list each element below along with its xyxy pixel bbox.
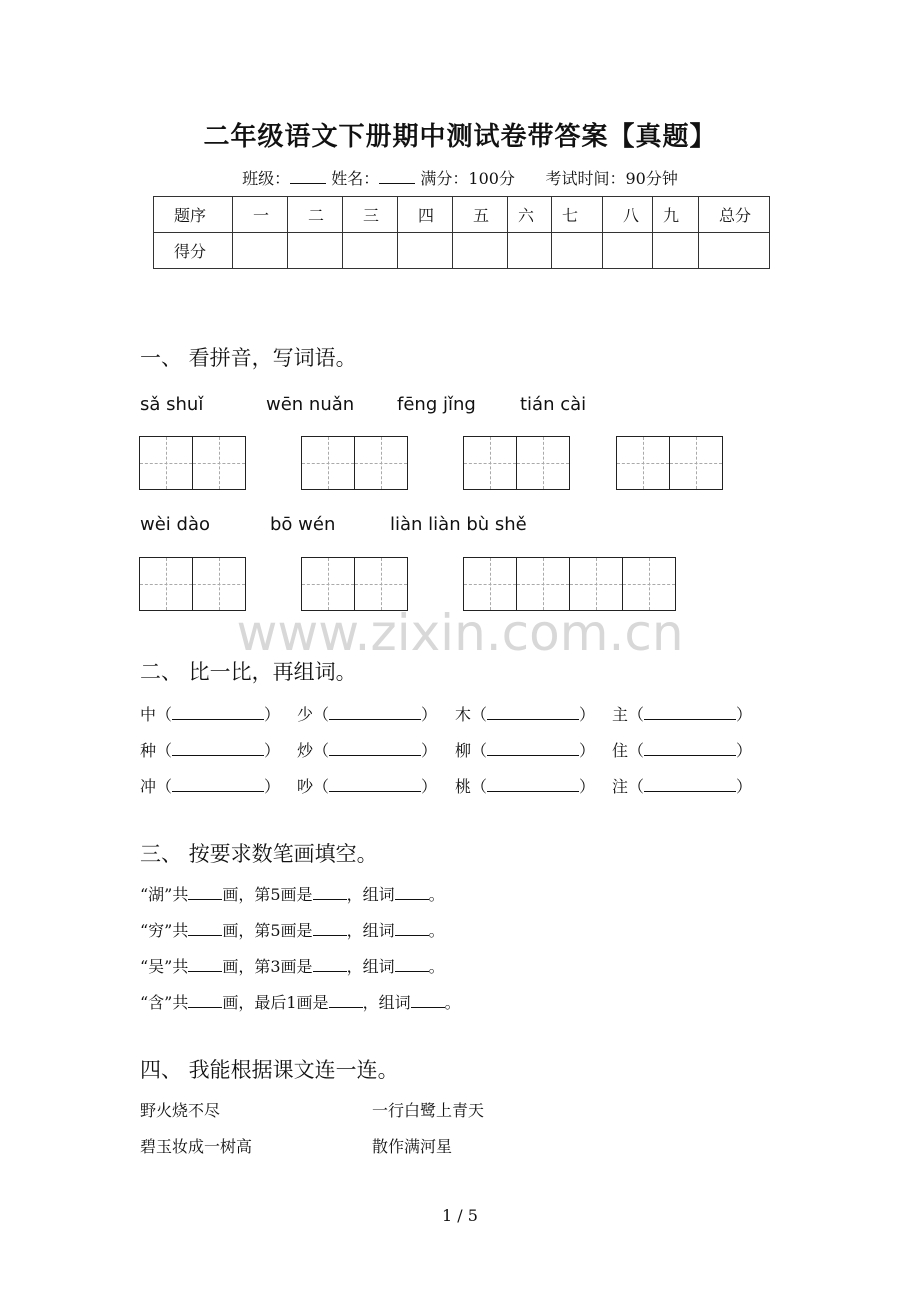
score-cell[interactable] — [453, 233, 508, 269]
writing-grid[interactable] — [463, 557, 676, 611]
answer-blank[interactable] — [644, 777, 736, 792]
answer-blank[interactable] — [411, 993, 445, 1008]
close-paren: ） — [579, 705, 596, 724]
open-paren: （ — [471, 705, 488, 724]
writing-grid[interactable] — [301, 436, 408, 490]
answer-blank[interactable] — [395, 921, 429, 936]
answer-blank[interactable] — [313, 957, 347, 972]
section-3-title: 三、 按要求数笔画填空。 — [140, 842, 378, 866]
word-item — [455, 738, 595, 761]
answer-blank[interactable] — [172, 777, 264, 792]
match-right-item[interactable]: 散作满河星 — [372, 1137, 453, 1156]
close-paren: ） — [264, 777, 281, 796]
word-item — [612, 774, 752, 797]
score-cell[interactable] — [233, 233, 288, 269]
pinyin-label: fēng jǐng — [397, 394, 476, 415]
score-row-label: 得分 — [154, 233, 233, 269]
answer-blank[interactable] — [188, 885, 222, 900]
answer-blank[interactable] — [329, 741, 421, 756]
char: 住 — [612, 741, 629, 760]
open-paren: （ — [471, 741, 488, 760]
class-blank[interactable] — [290, 169, 326, 184]
score-header-cell: 五 — [453, 197, 508, 233]
char: 炒 — [297, 741, 314, 760]
close-paren: ） — [579, 741, 596, 760]
open-paren: （ — [156, 741, 173, 760]
word-item — [140, 702, 280, 725]
answer-blank[interactable] — [188, 921, 222, 936]
close-paren: ） — [264, 705, 281, 724]
match-right-item[interactable]: 一行白鹭上青天 — [372, 1101, 485, 1120]
score-header-cell: 九 — [653, 197, 699, 233]
char: 注 — [612, 777, 629, 796]
answer-blank[interactable] — [644, 741, 736, 756]
exam-info — [0, 166, 920, 189]
match-left-item[interactable]: 碧玉妆成一树高 — [140, 1137, 253, 1156]
class-label: 班级： — [242, 169, 291, 188]
word-item — [612, 738, 752, 761]
answer-blank[interactable] — [487, 705, 579, 720]
name-label: 姓名： — [331, 169, 380, 188]
word-item — [612, 702, 752, 725]
answer-blank[interactable] — [188, 957, 222, 972]
answer-blank[interactable] — [395, 957, 429, 972]
open-paren: （ — [156, 777, 173, 796]
score-header-row — [154, 197, 770, 233]
writing-grid[interactable] — [616, 436, 723, 490]
writing-grid[interactable] — [463, 436, 570, 490]
open-paren: （ — [313, 741, 330, 760]
section-4-title: 四、 我能根据课文连一连。 — [140, 1058, 399, 1082]
score-header-cell: 题序 — [154, 197, 233, 233]
char: 柳 — [455, 741, 472, 760]
section-2-title: 二、 比一比，再组词。 — [140, 660, 357, 684]
score-value-row — [154, 233, 770, 269]
watermark: www.zixin.com.cn — [236, 604, 684, 662]
score-header-cell: 一 — [233, 197, 288, 233]
score-header-cell: 总分 — [699, 197, 770, 233]
page-title: 二年级语文下册期中测试卷带答案【真题】 — [203, 122, 717, 152]
word-item — [297, 738, 437, 761]
answer-blank[interactable] — [329, 777, 421, 792]
pinyin-label: tián cài — [520, 394, 587, 415]
answer-blank[interactable] — [313, 885, 347, 900]
pinyin-label: bō wén — [270, 514, 336, 535]
pinyin-label: sǎ shuǐ — [140, 394, 204, 415]
answer-blank[interactable] — [395, 885, 429, 900]
open-paren: （ — [628, 777, 645, 796]
word-item — [140, 774, 280, 797]
word-item — [455, 702, 595, 725]
answer-blank[interactable] — [172, 705, 264, 720]
full-score: 满分：100分 — [420, 169, 515, 188]
open-paren: （ — [628, 705, 645, 724]
writing-grid[interactable] — [139, 436, 246, 490]
score-cell[interactable] — [653, 233, 699, 269]
answer-blank[interactable] — [644, 705, 736, 720]
word-item — [297, 702, 437, 725]
close-paren: ） — [736, 705, 753, 724]
pinyin-label: wèi dào — [140, 514, 210, 535]
score-header-cell: 三 — [343, 197, 398, 233]
char: 桃 — [455, 777, 472, 796]
word-item — [297, 774, 437, 797]
close-paren: ） — [421, 777, 438, 796]
char: 种 — [140, 741, 157, 760]
score-cell[interactable] — [508, 233, 552, 269]
score-cell[interactable] — [603, 233, 653, 269]
score-header-cell: 七 — [552, 197, 603, 233]
pinyin-label: liàn liàn bù shě — [390, 514, 527, 535]
char: 木 — [455, 705, 472, 724]
score-cell[interactable] — [398, 233, 453, 269]
word-item — [140, 738, 280, 761]
score-header-cell: 二 — [288, 197, 343, 233]
writing-grid[interactable] — [139, 557, 246, 611]
name-blank[interactable] — [379, 169, 415, 184]
score-table — [153, 196, 770, 269]
pinyin-label: wēn nuǎn — [266, 394, 355, 415]
score-cell[interactable] — [552, 233, 603, 269]
score-header-cell: 八 — [603, 197, 653, 233]
score-header-cell: 四 — [398, 197, 453, 233]
char: 吵 — [297, 777, 314, 796]
stroke-question: “湖”共 画，第5画是 ，组词 。 — [140, 885, 445, 904]
stroke-question: “含”共 画，最后1画是 ，组词 。 — [140, 993, 461, 1012]
stroke-question: “吴”共 画，第3画是 ，组词 。 — [140, 957, 445, 976]
stroke-question: “穷”共 画，第5画是 ，组词 。 — [140, 921, 445, 940]
open-paren: （ — [471, 777, 488, 796]
close-paren: ） — [264, 741, 281, 760]
char: 冲 — [140, 777, 157, 796]
close-paren: ） — [736, 741, 753, 760]
word-item — [455, 774, 595, 797]
char: 中 — [140, 705, 157, 724]
answer-blank[interactable] — [188, 993, 222, 1008]
match-left-item[interactable]: 野火烧不尽 — [140, 1101, 221, 1120]
page-number: 1 / 5 — [442, 1206, 478, 1225]
char: 少 — [297, 705, 314, 724]
answer-blank[interactable] — [487, 777, 579, 792]
close-paren: ） — [421, 741, 438, 760]
answer-blank[interactable] — [329, 705, 421, 720]
writing-grid[interactable] — [301, 557, 408, 611]
score-cell[interactable] — [343, 233, 398, 269]
answer-blank[interactable] — [487, 741, 579, 756]
char: 主 — [612, 705, 629, 724]
close-paren: ） — [579, 777, 596, 796]
open-paren: （ — [628, 741, 645, 760]
close-paren: ） — [421, 705, 438, 724]
answer-blank[interactable] — [313, 921, 347, 936]
close-paren: ） — [736, 777, 753, 796]
exam-time: 考试时间：90分钟 — [545, 169, 678, 188]
section-1-title: 一、 看拼音，写词语。 — [140, 346, 357, 370]
score-cell[interactable] — [699, 233, 770, 269]
answer-blank[interactable] — [172, 741, 264, 756]
open-paren: （ — [313, 705, 330, 724]
open-paren: （ — [313, 777, 330, 796]
open-paren: （ — [156, 705, 173, 724]
answer-blank[interactable] — [329, 993, 363, 1008]
score-header-cell: 六 — [508, 197, 552, 233]
score-cell[interactable] — [288, 233, 343, 269]
